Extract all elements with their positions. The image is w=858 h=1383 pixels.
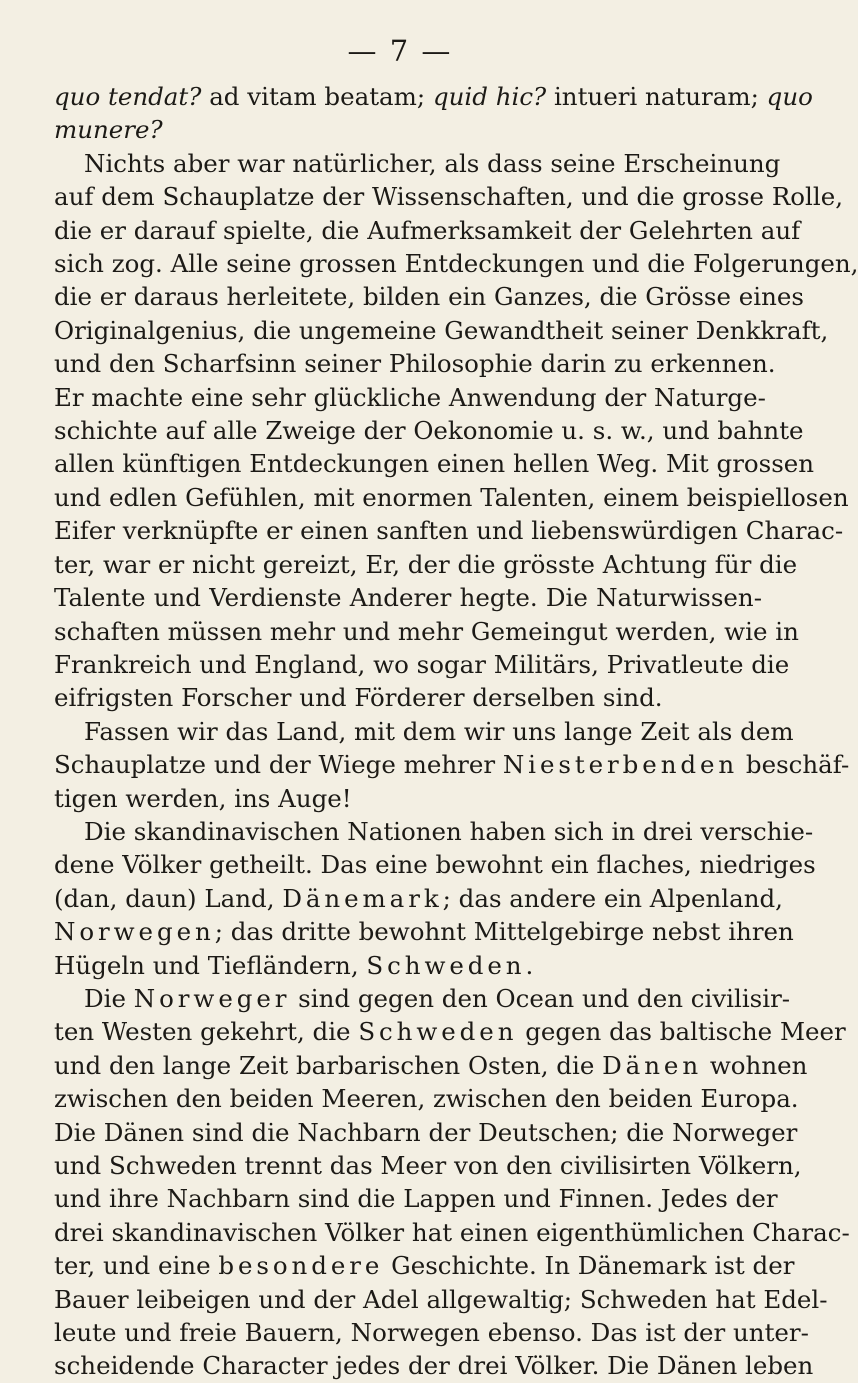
text-line — [54, 113, 762, 146]
text-line — [54, 481, 849, 514]
spaced-term: Schweden — [358, 1017, 518, 1047]
spaced-term: Norweger — [133, 983, 291, 1013]
text-segment: Bauer leibeigen und der Adel allgewaltig; Schweden hat Edel- — [54, 1284, 828, 1314]
text-segment: und den Scharfsinn seiner Philosophie darin zu erkennen. — [54, 349, 776, 379]
italic-text: quo — [766, 82, 813, 111]
text-segment: die er darauf spielte, die Aufmerksamkeit der Gelehrten auf — [54, 215, 801, 245]
text-segment: die er daraus herleitete, bilden ein Ganzes, die Grösse eines — [54, 282, 804, 312]
spaced-term: Dänen — [602, 1050, 703, 1080]
text-line — [54, 848, 816, 881]
text-segment: ad vitam beatam; — [201, 82, 433, 111]
text-line — [54, 214, 801, 247]
text-line — [54, 915, 794, 948]
text-segment: drei skandinavischen Völker hat einen eigenthümlichen Charac- — [54, 1217, 850, 1247]
text-segment: Frankreich und England, wo sogar Militärs, Privatleute die — [54, 649, 790, 679]
text-segment: Geschichte. In Dänemark ist der — [383, 1251, 795, 1281]
text-line — [54, 80, 813, 113]
text-line — [54, 280, 804, 313]
text-segment: und den lange Zeit barbarischen Osten, die — [54, 1050, 603, 1080]
text-line — [54, 1149, 802, 1182]
text-line — [54, 1116, 798, 1149]
text-line — [54, 681, 762, 714]
text-line — [54, 1283, 828, 1316]
text-line — [54, 1182, 778, 1215]
text-line — [54, 882, 783, 915]
text-line — [54, 247, 858, 280]
text-segment: ; das andere ein Alpenland, — [442, 883, 783, 913]
text-line — [54, 615, 799, 648]
text-line — [54, 1249, 795, 1282]
text-line — [54, 381, 766, 414]
text-line — [54, 1049, 808, 1082]
italic-text: quo tendat? — [54, 82, 202, 111]
text-line — [54, 715, 794, 748]
text-segment: Fassen wir das Land, mit dem wir uns lange Zeit als dem — [84, 716, 794, 746]
spaced-term: Dänemark — [282, 883, 443, 913]
text-line — [54, 581, 762, 614]
italic-text: munere? — [54, 115, 163, 145]
text-segment: leute und freie Bauern, Norwegen ebenso. Das ist der unter- — [54, 1318, 809, 1348]
text-segment: beschäf- — [738, 750, 850, 780]
text-segment: tigen werden, ins Auge! — [54, 783, 352, 813]
text-line — [54, 1015, 846, 1048]
text-segment: dene Völker getheilt. Das eine bewohnt ein flaches, niedriges — [54, 850, 816, 880]
text-line — [54, 1316, 809, 1349]
text-segment: sich zog. Alle seine grossen Entdeckungen und die Folgerungen, — [54, 249, 858, 279]
text-segment: ten Westen gekehrt, die — [54, 1017, 359, 1047]
text-segment: gegen das baltische Meer — [517, 1017, 846, 1047]
text-segment: schichte auf alle Zweige der Oekonomie u. s. w., und bahnte — [54, 416, 804, 446]
text-line — [54, 815, 814, 848]
text-line — [54, 1349, 814, 1382]
text-segment: und edlen Gefühlen, mit enormen Talenten, einem beispiellosen — [54, 482, 849, 512]
text-segment: Originalgenius, die ungemeine Gewandtheit seiner Denkkraft, — [54, 315, 829, 345]
text-line — [54, 447, 815, 480]
text-segment: Eifer verknüpfte er einen sanften und liebenswürdigen Charac- — [54, 516, 844, 546]
page-number: — 7 — — [347, 34, 453, 68]
text-line — [54, 1082, 799, 1115]
text-segment: und ihre Nachbarn sind die Lappen und Finnen. Jedes der — [54, 1184, 778, 1214]
text-line — [54, 648, 790, 681]
text-segment: ter, und eine — [54, 1251, 219, 1281]
text-line — [54, 414, 804, 447]
text-segment: Die skandinavischen Nationen haben sich in drei verschie- — [84, 816, 814, 846]
text-segment: Die — [84, 983, 134, 1013]
spaced-term: Norwegen — [54, 917, 215, 947]
text-segment: sind gegen den Ocean und den civilisir- — [290, 983, 791, 1013]
text-line — [54, 1216, 850, 1249]
text-line — [54, 748, 850, 781]
text-line — [54, 314, 829, 347]
text-line — [54, 782, 762, 815]
text-segment: ; das dritte bewohnt Mittelgebirge nebst ihren — [214, 917, 794, 947]
text-segment: Die Dänen sind die Nachbarn der Deutschen; die Norweger — [54, 1117, 798, 1147]
text-line — [54, 347, 776, 380]
text-line — [54, 147, 781, 180]
text-segment: und Schweden trennt das Meer von den civilisirten Völkern, — [54, 1151, 802, 1180]
spaced-term: besondere — [218, 1251, 384, 1281]
text-segment: scheidende Character jedes der drei Völker. Die Dänen leben — [54, 1351, 814, 1381]
text-line — [54, 949, 762, 982]
spaced-term: Schweden — [366, 950, 526, 980]
text-segment: eifrigsten Forscher und Förderer derselben sind. — [54, 683, 663, 713]
body-text — [54, 80, 858, 1383]
text-line — [54, 548, 798, 581]
text-segment: auf dem Schauplatze der Wissenschaften, und die grosse Rolle, — [54, 182, 843, 212]
text-line — [54, 180, 843, 213]
text-segment: intueri naturam; — [546, 82, 767, 111]
text-line — [54, 514, 844, 547]
spaced-term: Niesterbenden — [502, 750, 739, 780]
text-segment: zwischen den beiden Meeren, zwischen den beiden Europa. — [54, 1084, 799, 1114]
text-segment: Nichts aber war natürlicher, als dass seine Erscheinung — [84, 148, 781, 178]
text-segment: . — [525, 950, 534, 980]
text-segment: Talente und Verdienste Anderer hegte. Die Naturwissen- — [54, 583, 762, 613]
text-segment: ter, war er nicht gereizt, Er, der die grösste Achtung für die — [54, 549, 798, 579]
text-segment: (dan, daun) Land, — [54, 883, 283, 913]
text-segment: wohnen — [702, 1050, 808, 1080]
text-segment: Schauplatze und der Wiege mehrer — [54, 750, 503, 780]
text-segment: Er machte eine sehr glückliche Anwendung der Naturge- — [54, 382, 766, 412]
text-line — [54, 982, 791, 1015]
text-segment: Hügeln und Tiefländern, — [54, 950, 367, 980]
text-segment: allen künftigen Entdeckungen einen hellen Weg. Mit grossen — [54, 449, 815, 479]
text-segment: schaften müssen mehr und mehr Gemeingut werden, wie in — [54, 616, 799, 646]
italic-text: quid hic? — [432, 82, 547, 111]
